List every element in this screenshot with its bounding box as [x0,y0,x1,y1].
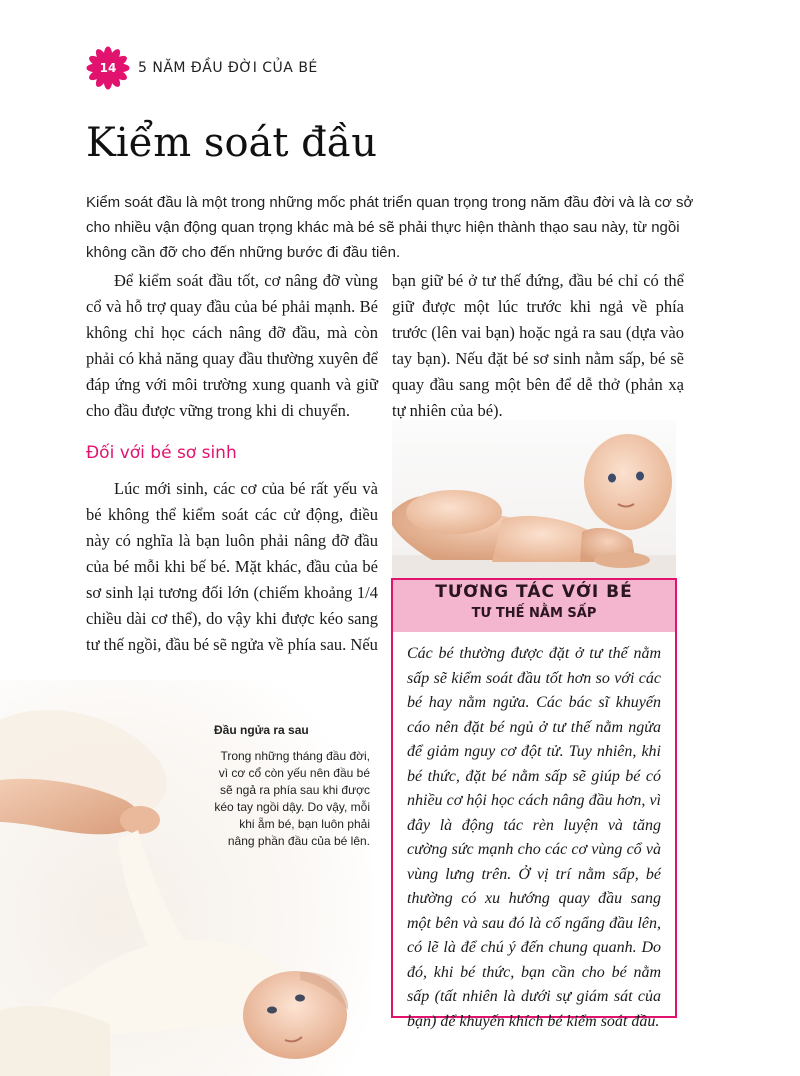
series-title: 5 NĂM ĐẦU ĐỜI CỦA BÉ [138,60,318,76]
left-column [86,268,378,658]
page-title: Kiểm soát đầu [86,120,378,166]
box-text: Các bé thường được đặt ở tư thế nằm sấp sẽ kiểm soát đầu tốt hơn so với các bé hay nằm ngửa. Các bác sĩ khuyến cáo nên đặt bé ngủ ở tư thế nằm ngửa để giảm nguy cơ đột tử. Tuy nhiên, khi bé thức, đặt bé nằm sấp sẽ giúp bé có nhiều cơ hội học cách nâng đầu hơn, vì đây là động tác rèn luyện và tăng cường sức mạnh cho các cơ vùng cổ và vùng lưng trên. Ở vị trí nằm sấp, bé thường có xu hướng quay đầu sang một bên và sau đó là cố ngẩng đầu lên, có lẽ là để chú ý đến chung quanh. Do đó, khi bé thức, bạn cần cho bé nằm sấp (tất nhiên là dưới sự giám sát của bạn) để khuyến khích bé kiểm soát đầu. [407,645,661,1030]
body-paragraph: Để kiểm soát đầu tốt, cơ nâng đỡ vùng cổ và hỗ trợ quay đầu của bé phải mạnh. Bé không chỉ học cách nâng đỡ đầu, mà còn phải có khả năng quay đầu thường xuyên để đáp ứng với môi trường xung quanh và giữ cho đầu được vững trong khi di chuyển. [86,271,378,420]
page-header [86,46,318,90]
caption-title: Đầu ngửa ra sau [214,723,309,737]
box-subtitle: TƯ THẾ NẰM SẤP [471,606,597,621]
page-number: 14 [99,61,117,75]
section-subheading: Đối với bé sơ sinh [86,443,237,463]
flower-icon [86,46,130,90]
intro-paragraph: Kiểm soát đầu là một trong những mốc phát triển quan trọng trong năm đầu đời và là cơ sở cho nhiều vận động quan trọng khác mà bé sẽ phải thực hiện thành thạo sau này, từ ngồi không cần đỡ cho đến những bước đi đầu tiên. [86,194,694,261]
caption-text: Trong những tháng đầu đời, vì cơ cổ còn yếu nên đầu bé sẽ ngả ra phía sau khi được kéo tay ngồi dậy. Do vậy, mỗi khi ẵm bé, bạn luôn phải nâng phần đầu của bé lên. [214,749,370,848]
photo-caption [214,722,370,850]
box-title: TƯƠNG TÁC VỚI BÉ [435,582,633,602]
body-paragraph: Lúc mới sinh, các cơ của bé rất yếu và bé không thể kiểm soát các cử động, điều này có nghĩa là bạn luôn phải nâng đỡ đầu của bé mỗi khi bế bé. Mặt khác, đầu của bé sơ sinh lại tương đối lớn (chiếm khoảng 1/4 chiều dài cơ thể), do vậy khi được kéo sang tư thế ngồi, đầu bé sẽ ngửa về phía sau. Nếu [86,479,378,654]
body-paragraph-continued: bạn giữ bé ở tư thế đứng, đầu bé chỉ có thể giữ được một lúc trước khi ngả về phía trước (lên vai bạn) hoặc ngả ra sau (dựa vào tay bạn). Nếu đặt bé sơ sinh nằm sấp, bé sẽ quay đầu sang một bên để dễ thở (phản xạ tự nhiên của bé). [392,271,684,420]
baby-tummy-photo [392,420,676,580]
box-header [393,580,675,632]
interaction-box [391,578,677,1030]
